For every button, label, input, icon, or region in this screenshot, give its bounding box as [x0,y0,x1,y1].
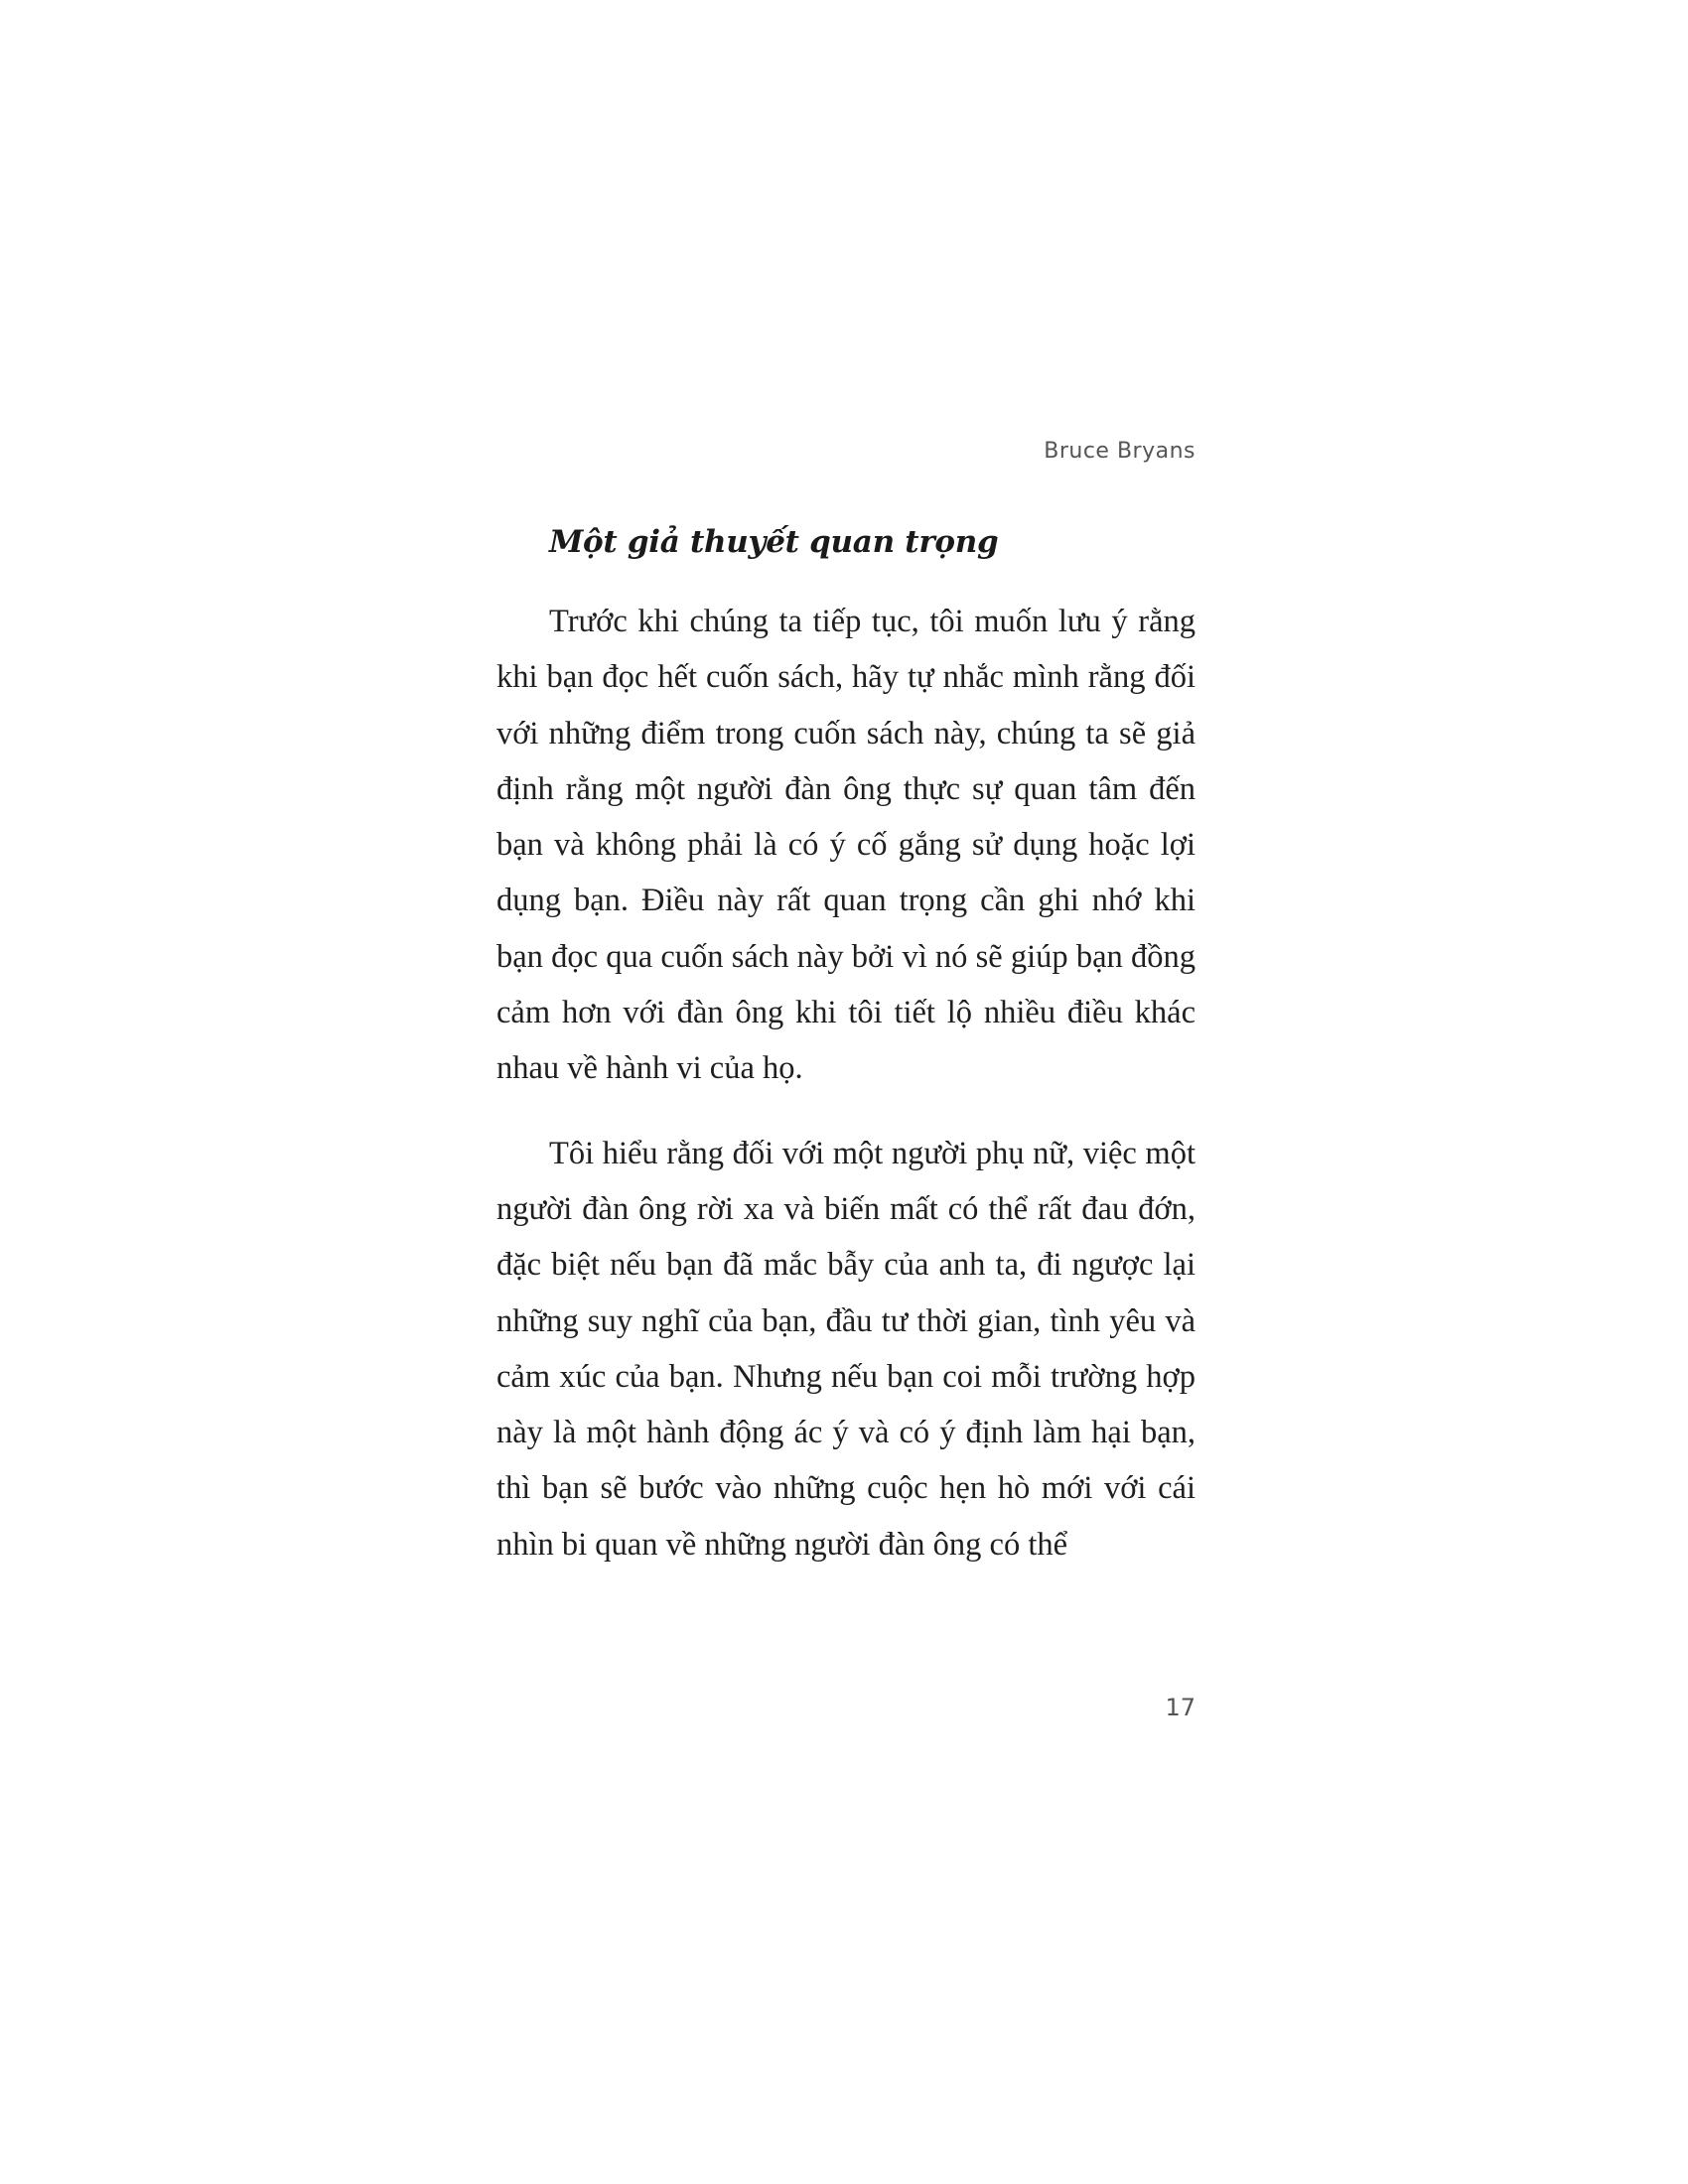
paragraph: Tôi hiểu rằng đối với một người phụ nữ, việc một người đàn ông rời xa và biến mất có thể rất đau đớn, đặc biệt nếu bạn đã mắc bẫy của anh ta, đi ngược lại những suy nghĩ của bạn, đầu tư thời gian, tình yêu và cảm xúc của bạn. Nhưng nếu bạn coi mỗi trường hợp này là một hành động ác ý và có ý định làm hại bạn, thì bạn sẽ bước vào những cuộc hẹn hò mới với cái nhìn bi quan về những người đàn ông có thể [496,1135,1196,1563]
paragraph: Trước khi chúng ta tiếp tục, tôi muốn lưu ý rằng khi bạn đọc hết cuốn sách, hãy tự nhắc mình rằng đối với những điểm trong cuốn sách này, chúng ta sẽ giả định rằng một người đàn ông thực sự quan tâm đến bạn và không phải là có ý cố gắng sử dụng hoặc lợi dụng bạn. Điều này rất quan trọng cần ghi nhớ khi bạn đọc qua cuốn sách này bởi vì nó sẽ giúp bạn đồng cảm hơn với đàn ông khi tôi tiết lộ nhiều điều khác nhau về hành vi của họ. [496,604,1196,1087]
body-text [496,594,1196,1601]
page-number: 17 [1165,1694,1196,1721]
running-header-author: Bruce Bryans [1044,439,1196,464]
section-title: Một giả thuyết quan trọng [549,524,999,560]
